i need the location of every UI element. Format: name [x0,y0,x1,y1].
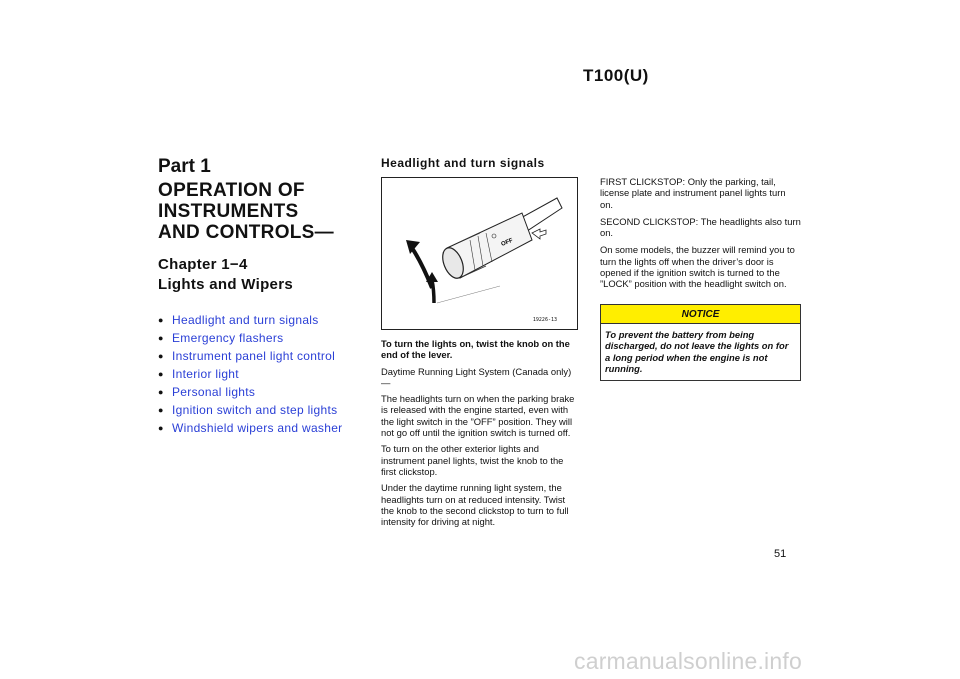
toc-item [158,365,358,383]
paragraph: On some models, the buzzer will remind you to turn the lights off when the driver’s door is opened if the ignition switch is turned to the ”LOCK” position with the headlight switch on. [600,244,795,290]
toc-link[interactable]: Ignition switch and step lights [172,403,338,417]
notice-text: To prevent the battery from being discharged, do not leave the lights on for a long period when the engine is not running. [605,329,789,374]
light-switch-illustration [381,177,578,330]
toc-link[interactable]: Headlight and turn signals [172,313,319,327]
chapter-title-line: Chapter 1−4 [158,256,248,273]
part-title-line: INSTRUMENTS [158,201,299,222]
instruction-lead: To turn the lights on, twist the knob on the end of the lever. [381,338,570,361]
model-code: T100(U) [583,66,649,85]
toc-item [158,329,358,347]
chapter-heading-column [158,156,358,437]
bullet-icon: ● [158,405,164,415]
paragraph: FIRST CLICKSTOP: Only the parking, tail, license plate and instrument panel lights turn on. [600,176,786,210]
bullet-icon: ● [158,351,164,361]
toc-item [158,347,358,365]
watermark: carmanualsonline.info [574,648,802,674]
part-number: Part 1 [158,156,211,177]
toc-item [158,311,358,329]
part-title [158,180,358,243]
bullet-icon: ● [158,387,164,397]
toc-link[interactable]: Interior light [172,367,239,381]
paragraph: To turn on the other exterior lights and instrument panel lights, twist the knob to the first clickstop. [381,443,564,477]
toc-link[interactable]: Instrument panel light control [172,349,336,363]
toc-item [158,401,358,419]
off-label: OFF [500,237,514,248]
notice-box [600,304,801,381]
twist-arrow-lower [432,280,434,303]
part-title-line: AND CONTROLS— [158,222,334,243]
toc-item [158,383,358,401]
paragraph: Under the daytime running light system, the headlights turn on at reduced intensity. Twist the knob to the second clickstop to turn to full intensity for driving at night. [381,482,569,528]
bullet-icon: ● [158,333,164,343]
toc-link[interactable]: Personal lights [172,385,256,399]
bullet-icon: ● [158,315,164,325]
lever-drawing [382,178,577,329]
notice-title: NOTICE [601,305,800,324]
paragraph: SECOND CLICKSTOP: The headlights also turn on. [600,215,801,239]
chapter-title [158,255,358,295]
section-title: Headlight and turn signals [381,156,545,170]
toc-link[interactable]: Emergency flashers [172,331,284,345]
figure-code: 19226-13 [532,317,557,323]
clickstop-column [600,176,801,296]
chapter-contents-list [158,311,358,437]
toc-link[interactable]: Windshield wipers and washer [172,421,343,435]
toc-item [158,419,358,437]
bullet-icon: ● [158,369,164,379]
bullet-icon: ● [158,423,164,433]
part-title-line: OPERATION OF [158,180,305,201]
paragraph: Daytime Running Light System (Canada only)— [381,365,572,388]
instructions-column [381,338,580,532]
arrow-symbol-icon [532,229,546,239]
paragraph: The headlights turn on when the parking brake is released with the engine started, even with the light switch in the ”OFF” position. They will not go off until the ignition switch is turned off. [381,393,575,439]
guide-line [437,286,500,303]
chapter-title-line: Lights and Wipers [158,276,293,293]
page-number: 51 [774,548,787,560]
